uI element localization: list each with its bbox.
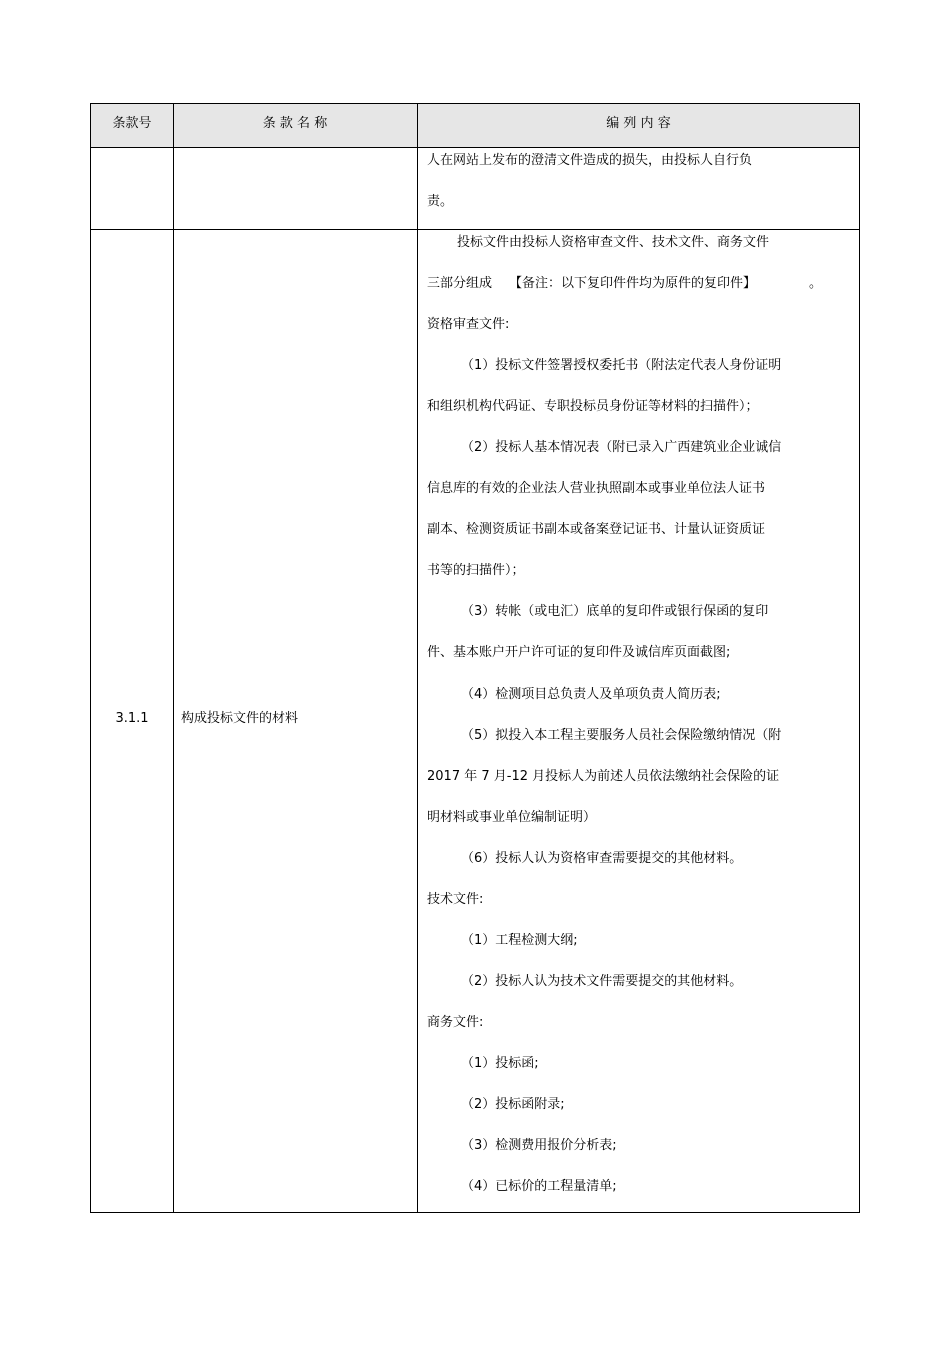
content-line: 三部分组成 xyxy=(427,276,493,291)
clause-table xyxy=(90,103,860,1213)
column-divider xyxy=(173,104,174,1212)
content-line: （5）拟投入本工程主要服务人员社会保险缴纳情况（附 xyxy=(461,728,782,743)
content-line: 人在网站上发布的澄清文件造成的损失，由投标人自行负 xyxy=(427,153,753,168)
header-content: 编 列 内 容 xyxy=(606,116,671,131)
content-line: （1）工程检测大纲; xyxy=(461,933,578,948)
content-line: （3）转帐（或电汇）底单的复印件或银行保函的复印 xyxy=(461,604,769,619)
content-note: 【备注：以下复印件件均为原件的复印件】 xyxy=(509,276,757,291)
content-line: 明材料或事业单位编制证明） xyxy=(427,810,597,825)
clause-name: 构成投标文件的材料 xyxy=(181,711,299,726)
content-line: 2017 年 7 月-12 月投标人为前述人员依法缴纳社会保险的证 xyxy=(427,769,780,784)
content-line: （1）投标文件签署授权委托书（附法定代表人身份证明 xyxy=(461,358,782,373)
content-line: （2）投标人基本情况表（附已录入广西建筑业企业诚信 xyxy=(461,440,782,455)
column-divider xyxy=(417,104,418,1212)
content-note-end: 。 xyxy=(809,276,823,291)
content-line: 技术文件: xyxy=(427,892,484,907)
content-line: （4）已标价的工程量清单; xyxy=(461,1179,617,1194)
content-line: 信息库的有效的企业法人营业执照副本或事业单位法人证书 xyxy=(427,481,766,496)
row-divider xyxy=(91,147,859,148)
content-line: （2）投标函附录; xyxy=(461,1097,565,1112)
content-line: 书等的扫描件）； xyxy=(427,563,525,578)
content-line: （2）投标人认为技术文件需要提交的其他材料。 xyxy=(461,974,743,989)
header-clause-name: 条 款 名 称 xyxy=(262,116,328,131)
content-line: 责。 xyxy=(427,194,454,209)
content-line: （4）检测项目总负责人及单项负责人简历表; xyxy=(461,687,721,702)
clause-number: 3.1.1 xyxy=(115,711,149,726)
content-line: （3）检测费用报价分析表; xyxy=(461,1138,617,1153)
content-line: 件、基本账户开户许可证的复印件及诚信库页面截图; xyxy=(427,645,731,660)
content-line: 商务文件: xyxy=(427,1015,484,1030)
content-line: 投标文件由投标人资格审查文件、技术文件、商务文件 xyxy=(457,235,770,250)
header-clause-number: 条款号 xyxy=(112,116,152,131)
content-line: 副本、检测资质证书副本或备案登记证书、计量认证资质证 xyxy=(427,522,766,537)
content-line: 和组织机构代码证、专职投标员身份证等材料的扫描件）； xyxy=(427,399,759,414)
content-line: （1）投标函; xyxy=(461,1056,539,1071)
content-line: （6）投标人认为资格审查需要提交的其他材料。 xyxy=(461,851,743,866)
content-line: 资格审查文件: xyxy=(427,317,510,332)
row-divider xyxy=(91,229,859,230)
